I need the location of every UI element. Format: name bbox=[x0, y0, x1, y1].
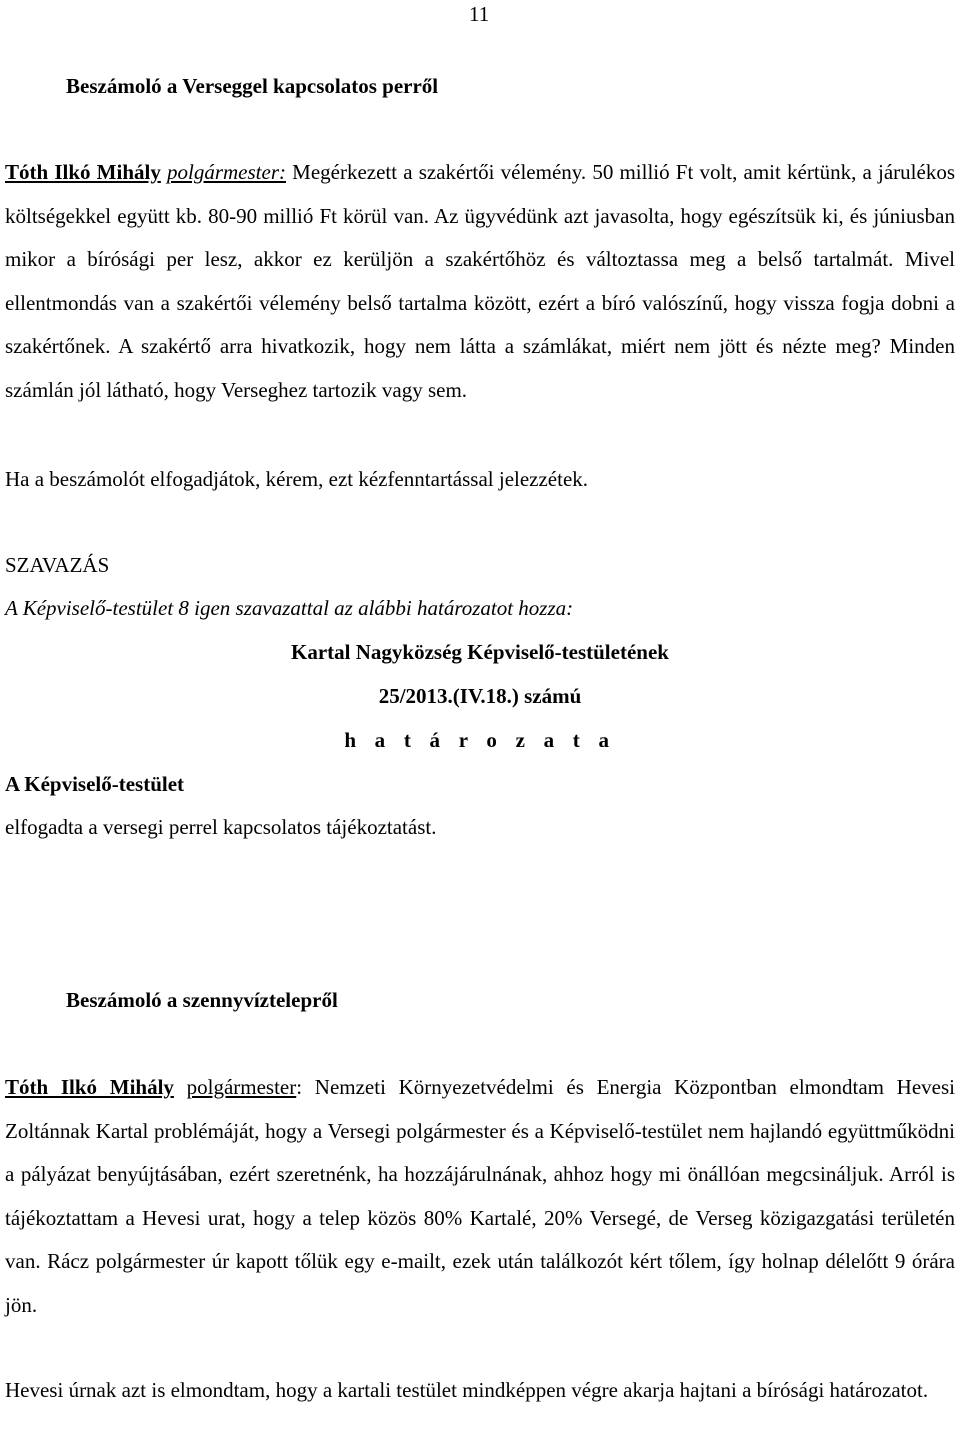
speaker-role: polgármester: bbox=[167, 160, 286, 184]
speaker-name: Tóth Ilkó Mihály bbox=[5, 160, 161, 184]
paragraph-sewage-plant bbox=[5, 1066, 955, 1327]
speaker-role: polgármester bbox=[186, 1075, 297, 1099]
page-number: 11 bbox=[469, 2, 490, 26]
paragraph-text: Megérkezett a szakértői vélemény. 50 millió Ft volt, amit kértünk, a járulékos költségekkel együtt kb. 80-90 millió Ft körül van. Az ügyvédünk azt javasolta, hogy egészítsük ki, és júniusban mikor a bírósági per lesz, akkor ez kerüljön a szakértőhöz és változtassa meg a belső tartalmát. Mivel ellentmondás van a szakértői vélemény belső tartalma között, ezért a bíró valószínű, hogy vissza fogja dobni a szakértőnek. A szakértő arra hivatkozik, hogy nem látta a számlákat, miért nem jött és nézte meg? Minden számlán jól látható, hogy Verseghez tartozik vagy sem. bbox=[5, 160, 955, 402]
resolution-number: 25/2013.(IV.18.) számú bbox=[378, 684, 582, 708]
paragraph-text: : Nemzeti Környezetvédelmi és Energia Központban elmondtam Hevesi Zoltánnak Kartal problémáját, hogy a Versegi polgármester és a Képviselő-testület nem hajlandó együttműködni a pályázat benyújtásában, ezért szeretnénk, ha hozzájárulnának, ahhoz hogy mi önállóan megcsináljuk. Arról is tájékoztattam a Hevesi urat, hogy a telep közös 80% Kartalé, 20% Versegé, de Verseg közigazgatási területén van. Rácz polgármester úr kapott tőlük egy e-mailt, ezek után találkozót kért tőlem, így holnap délelőtt 9 órára jön. bbox=[5, 1075, 955, 1317]
resolution-word: h a t á r o z a t a bbox=[344, 728, 616, 752]
paragraph-verseg-lawsuit bbox=[5, 151, 955, 412]
paragraph-sewage-plant-continued: Hevesi úrnak azt is elmondtam, hogy a kartali testület mindképpen végre akarja hajtani a bírósági határozatot. bbox=[5, 1378, 929, 1402]
section-heading-verseg-lawsuit: Beszámoló a Verseggel kapcsolatos perről bbox=[66, 74, 439, 98]
vote-label: SZAVAZÁS bbox=[5, 553, 110, 577]
section-heading-sewage-plant: Beszámoló a szennyvíztelepről bbox=[66, 988, 338, 1012]
resolution-decision: elfogadta a versegi perrel kapcsolatos tájékoztatást. bbox=[5, 815, 437, 839]
resolution-body-name: Kartal Nagyközség Képviselő-testületének bbox=[291, 640, 669, 664]
resolution-subject: A Képviselő-testület bbox=[5, 772, 185, 796]
speaker-name: Tóth Ilkó Mihály bbox=[5, 1075, 174, 1099]
vote-intro: A Képviselő-testület 8 igen szavazattal az alábbi határozatot hozza: bbox=[5, 596, 574, 620]
vote-request-line: Ha a beszámolót elfogadjátok, kérem, ezt kézfenntartással jelezzétek. bbox=[5, 467, 589, 491]
